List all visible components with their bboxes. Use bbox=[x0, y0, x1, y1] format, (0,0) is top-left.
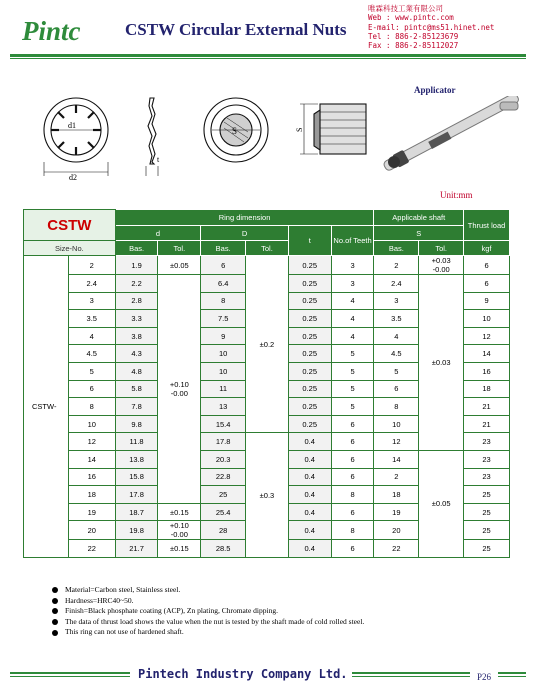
cell-teeth: 4 bbox=[331, 292, 374, 310]
d-bas-header: Bas. bbox=[115, 241, 158, 256]
cell-D: 25 bbox=[201, 486, 246, 504]
cell-D: 28.5 bbox=[201, 540, 246, 558]
cell-D: 25.4 bbox=[201, 503, 246, 521]
cell-size: 16 bbox=[68, 468, 115, 486]
size-no-header: Size-No. bbox=[24, 241, 116, 256]
cell-S-tol: ±0.05 bbox=[419, 450, 464, 557]
kgf-header: kgf bbox=[464, 241, 510, 256]
cell-kgf: 25 bbox=[464, 521, 510, 540]
cell-d: 2.2 bbox=[115, 275, 158, 293]
d-tol-header: Tol. bbox=[158, 241, 201, 256]
label-d2: d2 bbox=[69, 173, 77, 182]
cell-S: 2.4 bbox=[374, 275, 419, 293]
applicator-label: Applicator bbox=[414, 85, 456, 95]
cell-teeth: 4 bbox=[331, 327, 374, 345]
cell-teeth: 6 bbox=[331, 503, 374, 521]
cell-t: 0.25 bbox=[288, 345, 331, 363]
cell-D: 6 bbox=[201, 256, 246, 275]
cell-size: 19 bbox=[68, 503, 115, 521]
cell-kgf: 9 bbox=[464, 292, 510, 310]
cell-teeth: 5 bbox=[331, 380, 374, 398]
cell-t: 0.4 bbox=[288, 450, 331, 468]
cell-size: 3 bbox=[68, 292, 115, 310]
cell-d: 2.8 bbox=[115, 292, 158, 310]
D-tol-header: Tol. bbox=[246, 241, 289, 256]
footer-rule-right-thin bbox=[352, 676, 470, 677]
S-bas-header: Bas. bbox=[374, 241, 419, 256]
cell-t: 0.25 bbox=[288, 275, 331, 293]
cell-teeth: 6 bbox=[331, 540, 374, 558]
cell-D-tol: ±0.3 bbox=[246, 433, 289, 558]
cell-size: 22 bbox=[68, 540, 115, 558]
cell-kgf: 18 bbox=[464, 380, 510, 398]
cell-size: 10 bbox=[68, 415, 115, 433]
note-item: Material=Carbon steel, Stainless steel. bbox=[52, 585, 364, 596]
cell-teeth: 4 bbox=[331, 310, 374, 328]
cell-d-tol: +0.10 -0.00 bbox=[158, 275, 201, 504]
header-divider-thin bbox=[10, 58, 526, 59]
cell-d: 4.8 bbox=[115, 362, 158, 380]
cell-d: 3.3 bbox=[115, 310, 158, 328]
technical-drawings bbox=[28, 84, 378, 194]
page-number: P26 bbox=[477, 672, 492, 682]
cell-teeth: 3 bbox=[331, 256, 374, 275]
bullet-icon bbox=[52, 608, 58, 614]
footer-rule-left-thin bbox=[10, 676, 130, 677]
cell-d: 15.8 bbox=[115, 468, 158, 486]
cell-S: 10 bbox=[374, 415, 419, 433]
cell-d-tol: ±0.15 bbox=[158, 503, 201, 521]
cell-S-tol: ±0.03 bbox=[419, 275, 464, 451]
cell-S: 18 bbox=[374, 486, 419, 504]
cell-t: 0.4 bbox=[288, 503, 331, 521]
cell-kgf: 6 bbox=[464, 275, 510, 293]
cell-t: 0.4 bbox=[288, 540, 331, 558]
cell-kgf: 16 bbox=[464, 362, 510, 380]
cell-S: 20 bbox=[374, 521, 419, 540]
D-header: D bbox=[201, 226, 289, 241]
table-row bbox=[24, 256, 510, 275]
bullet-icon bbox=[52, 630, 58, 636]
cell-t: 0.25 bbox=[288, 310, 331, 328]
cell-d: 7.8 bbox=[115, 398, 158, 416]
cell-D: 28 bbox=[201, 521, 246, 540]
cell-d-tol: +0.10 -0.00 bbox=[158, 521, 201, 540]
cell-d: 17.8 bbox=[115, 486, 158, 504]
cell-D: 8 bbox=[201, 292, 246, 310]
d-header: d bbox=[115, 226, 201, 241]
page-title: CSTW Circular External Nuts bbox=[125, 20, 347, 39]
cell-D: 22.8 bbox=[201, 468, 246, 486]
cell-kgf: 25 bbox=[464, 503, 510, 521]
cell-D: 9 bbox=[201, 327, 246, 345]
cell-D: 17.8 bbox=[201, 433, 246, 451]
cell-S: 2 bbox=[374, 468, 419, 486]
bullet-icon bbox=[52, 587, 58, 593]
contact-fax: Fax : 886-2-85112027 bbox=[368, 41, 459, 51]
cell-kgf: 10 bbox=[464, 310, 510, 328]
cell-d: 3.8 bbox=[115, 327, 158, 345]
cell-S: 14 bbox=[374, 450, 419, 468]
cell-d: 1.9 bbox=[115, 256, 158, 275]
cell-S: 3.5 bbox=[374, 310, 419, 328]
cell-D: 10 bbox=[201, 362, 246, 380]
label-d1: d1 bbox=[68, 121, 76, 130]
contact-email: E-mail: pintc@ms51.hinet.net bbox=[368, 22, 495, 32]
cell-size: 18 bbox=[68, 486, 115, 504]
cell-t: 0.4 bbox=[288, 521, 331, 540]
cell-teeth: 6 bbox=[331, 468, 374, 486]
cell-D: 20.3 bbox=[201, 450, 246, 468]
S-header: S bbox=[374, 226, 464, 241]
cell-kgf: 12 bbox=[464, 327, 510, 345]
cell-size: 8 bbox=[68, 398, 115, 416]
nut-front-view bbox=[44, 98, 108, 176]
mounted-view bbox=[300, 104, 366, 154]
cell-t: 0.25 bbox=[288, 256, 331, 275]
cell-teeth: 6 bbox=[331, 450, 374, 468]
note-item: Finish=Black phosphate coating (ACP), Zn plating, Chromate dipping. bbox=[52, 606, 364, 617]
cell-size: 4.5 bbox=[68, 345, 115, 363]
applicator-photo bbox=[380, 96, 520, 176]
cell-size: 3.5 bbox=[68, 310, 115, 328]
cell-S: 3 bbox=[374, 292, 419, 310]
cell-t: 0.25 bbox=[288, 362, 331, 380]
cell-S: 22 bbox=[374, 540, 419, 558]
cell-d: 19.8 bbox=[115, 521, 158, 540]
cell-d: 4.3 bbox=[115, 345, 158, 363]
cell-t: 0.25 bbox=[288, 398, 331, 416]
note-item: This ring can not use of hardened shaft. bbox=[52, 627, 364, 638]
cell-D: 11 bbox=[201, 380, 246, 398]
S-tol-header: Tol. bbox=[419, 241, 464, 256]
cell-S: 8 bbox=[374, 398, 419, 416]
cell-d: 18.7 bbox=[115, 503, 158, 521]
series-label: CSTW- bbox=[24, 256, 69, 558]
bullet-icon bbox=[52, 619, 58, 625]
cell-teeth: 5 bbox=[331, 362, 374, 380]
cell-size: 5 bbox=[68, 362, 115, 380]
cell-S: 12 bbox=[374, 433, 419, 451]
contact-web: Web : www.pintc.com bbox=[368, 13, 454, 23]
footer-rule-left bbox=[10, 672, 130, 674]
cell-S: 6 bbox=[374, 380, 419, 398]
cell-t: 0.4 bbox=[288, 433, 331, 451]
cell-kgf: 25 bbox=[464, 486, 510, 504]
cell-d: 5.8 bbox=[115, 380, 158, 398]
cell-teeth: 5 bbox=[331, 345, 374, 363]
cell-d: 21.7 bbox=[115, 540, 158, 558]
cell-S: 19 bbox=[374, 503, 419, 521]
cell-d: 11.8 bbox=[115, 433, 158, 451]
label-t: t bbox=[157, 155, 160, 164]
nut-side-view bbox=[146, 98, 158, 176]
cell-d: 9.8 bbox=[115, 415, 158, 433]
teeth-header: No.of Teeth bbox=[331, 226, 374, 256]
contact-block bbox=[368, 4, 494, 50]
cell-teeth: 3 bbox=[331, 275, 374, 293]
applicable-shaft-header: Applicable shaft bbox=[374, 210, 464, 226]
cell-kgf: 23 bbox=[464, 433, 510, 451]
cell-teeth: 5 bbox=[331, 398, 374, 416]
cell-kgf: 6 bbox=[464, 256, 510, 275]
cell-D: 7.5 bbox=[201, 310, 246, 328]
cell-size: 14 bbox=[68, 450, 115, 468]
footer-company: Pintech Industry Company Ltd. bbox=[138, 667, 348, 681]
contact-company-name: 唯霖科技工業有限公司 bbox=[368, 4, 443, 13]
cell-S: 2 bbox=[374, 256, 419, 275]
spec-table bbox=[23, 209, 510, 558]
cell-teeth: 8 bbox=[331, 521, 374, 540]
ring-dimension-header: Ring dimension bbox=[115, 210, 374, 226]
cell-kgf: 21 bbox=[464, 398, 510, 416]
cell-D: 6.4 bbox=[201, 275, 246, 293]
cell-S: 5 bbox=[374, 362, 419, 380]
cell-D: 10 bbox=[201, 345, 246, 363]
notes-list bbox=[52, 585, 364, 638]
footer-rule-end-thin bbox=[498, 676, 526, 677]
contact-tel: Tel : 886-2-85123679 bbox=[368, 31, 459, 41]
header-divider bbox=[10, 54, 526, 57]
cell-kgf: 14 bbox=[464, 345, 510, 363]
cell-kgf: 23 bbox=[464, 450, 510, 468]
cell-t: 0.4 bbox=[288, 486, 331, 504]
cell-size: 4 bbox=[68, 327, 115, 345]
cell-d: 13.8 bbox=[115, 450, 158, 468]
cell-size: 6 bbox=[68, 380, 115, 398]
cell-D-tol: ±0.2 bbox=[246, 256, 289, 433]
cell-D: 13 bbox=[201, 398, 246, 416]
cell-teeth: 6 bbox=[331, 433, 374, 451]
label-S-mounted: S bbox=[295, 127, 304, 132]
cell-t: 0.25 bbox=[288, 327, 331, 345]
cell-S-tol: +0.03 -0.00 bbox=[419, 256, 464, 275]
D-bas-header: Bas. bbox=[201, 241, 246, 256]
cell-size: 12 bbox=[68, 433, 115, 451]
svg-text:Pintc: Pintc bbox=[22, 16, 81, 46]
series-header: CSTW bbox=[24, 210, 116, 241]
note-item: Hardness=HRC40~50. bbox=[52, 596, 364, 607]
cell-S: 4 bbox=[374, 327, 419, 345]
cell-D: 15.4 bbox=[201, 415, 246, 433]
cell-kgf: 25 bbox=[464, 540, 510, 558]
cell-t: 0.25 bbox=[288, 380, 331, 398]
cell-t: 0.25 bbox=[288, 415, 331, 433]
cell-d-tol: ±0.15 bbox=[158, 540, 201, 558]
footer-rule-end bbox=[498, 672, 526, 674]
bullet-icon bbox=[52, 598, 58, 604]
cell-teeth: 8 bbox=[331, 486, 374, 504]
cell-t: 0.4 bbox=[288, 468, 331, 486]
cell-teeth: 6 bbox=[331, 415, 374, 433]
unit-label: Unit:mm bbox=[440, 190, 473, 200]
cell-kgf: 21 bbox=[464, 415, 510, 433]
note-item: The data of thrust load shows the value when the nut is tested by the shaft made of cold rolled steel. bbox=[52, 617, 364, 628]
cell-S: 4.5 bbox=[374, 345, 419, 363]
thrust-load-header: Thrust load bbox=[464, 210, 510, 241]
cell-d-tol: ±0.05 bbox=[158, 256, 201, 275]
cell-size: 2 bbox=[68, 256, 115, 275]
footer-rule-right bbox=[352, 672, 470, 674]
cell-t: 0.25 bbox=[288, 292, 331, 310]
t-header: t bbox=[288, 226, 331, 256]
label-S: S bbox=[232, 126, 238, 136]
cell-size: 2.4 bbox=[68, 275, 115, 293]
pintc-logo bbox=[20, 14, 94, 46]
cell-kgf: 23 bbox=[464, 468, 510, 486]
cell-size: 20 bbox=[68, 521, 115, 540]
